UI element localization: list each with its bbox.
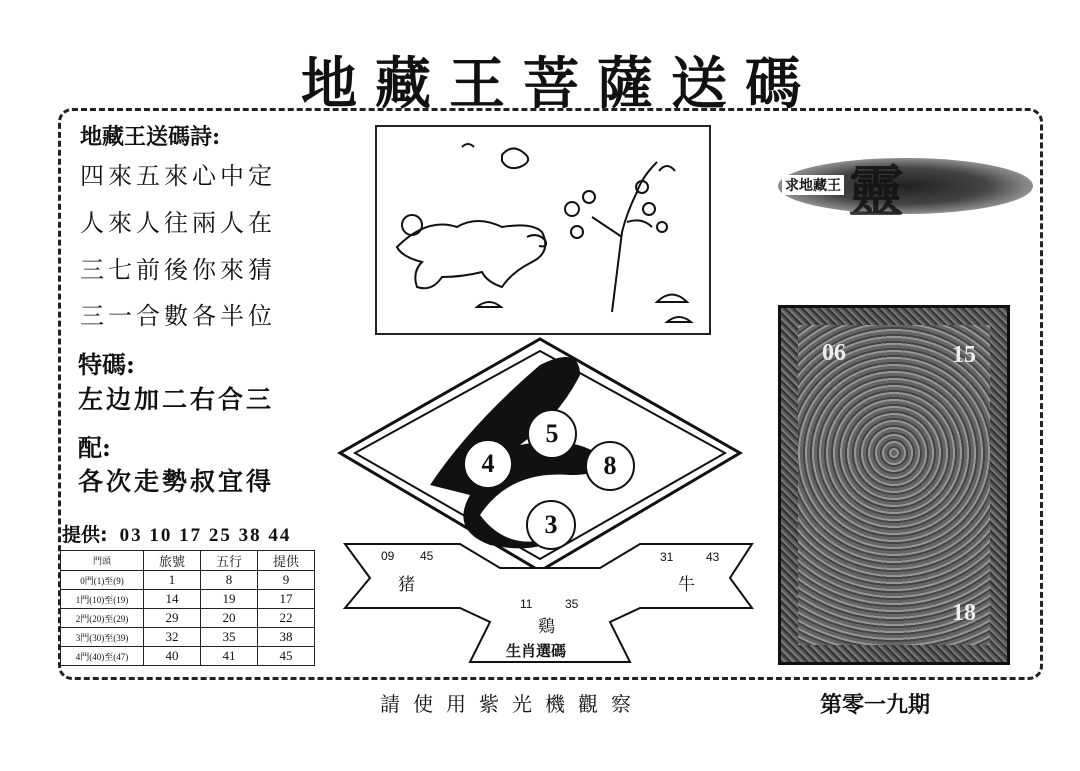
table-cell: 32 xyxy=(144,628,201,647)
deity-number: 06 xyxy=(822,340,846,366)
pei-value: 各次走勢叔宜得 xyxy=(78,467,275,496)
table-cell: 2門(20)至(29) xyxy=(61,609,144,628)
table-cell: 38 xyxy=(258,628,315,647)
table-header: 旅號 xyxy=(144,551,201,571)
deity-number: 18 xyxy=(952,600,976,626)
tema-label: 特碼: xyxy=(78,350,135,379)
banner-number: 11 xyxy=(520,597,533,611)
table-cell: 35 xyxy=(201,628,258,647)
period-label: 第零一九期 xyxy=(820,693,931,718)
badge-glyph: 靈 xyxy=(848,159,904,225)
table-row xyxy=(61,647,315,666)
number-table xyxy=(60,550,315,666)
table-header-row xyxy=(61,551,315,571)
number-circle: 4 xyxy=(463,439,513,489)
deer-blossom-illustration xyxy=(377,127,709,333)
table-cell: 4門(40)至(47) xyxy=(61,647,144,666)
bird-icon xyxy=(502,148,528,168)
banner-zodiac-rooster: 鷄 xyxy=(538,617,555,637)
illustration-panel xyxy=(375,125,711,335)
table-cell: 20 xyxy=(201,609,258,628)
table-cell: 8 xyxy=(201,571,258,590)
table-header: 提供 xyxy=(258,551,315,571)
table-cell: 0門(1)至(9) xyxy=(61,571,144,590)
table-header: 門頭 xyxy=(61,551,144,571)
banner-caption: 生肖選碼 xyxy=(506,642,567,660)
table-cell: 1 xyxy=(144,571,201,590)
badge-text: 求地藏王 xyxy=(782,175,844,195)
bird-icon xyxy=(659,166,675,171)
table-cell: 40 xyxy=(144,647,201,666)
table-cell: 17 xyxy=(258,590,315,609)
tema-value: 左边加二右合三 xyxy=(78,385,275,414)
provide-row xyxy=(62,520,291,547)
page-title: 地藏王菩薩送碼 xyxy=(301,51,819,117)
branch-icon xyxy=(612,162,657,312)
poem-line: 人來人往兩人在 xyxy=(80,209,276,237)
banner-number: 43 xyxy=(706,550,720,564)
poem-line: 三七前後你來猜 xyxy=(80,256,276,284)
table-row xyxy=(61,590,315,609)
table-header: 五行 xyxy=(201,551,258,571)
table-cell: 41 xyxy=(201,647,258,666)
banner-number: 45 xyxy=(420,549,434,563)
table-cell: 45 xyxy=(258,647,315,666)
deity-figure xyxy=(798,325,990,645)
banner-zodiac-ox: 牛 xyxy=(678,575,695,595)
table-cell: 3門(30)至(39) xyxy=(61,628,144,647)
banner-number: 31 xyxy=(660,550,674,564)
table-cell: 22 xyxy=(258,609,315,628)
number-circle: 8 xyxy=(585,441,635,491)
poem-line: 三一合數各半位 xyxy=(80,302,276,330)
table-cell: 19 xyxy=(201,590,258,609)
pei-label: 配: xyxy=(78,433,111,462)
number-circle: 3 xyxy=(526,500,576,550)
table-row xyxy=(61,609,315,628)
provide-label: 提供: xyxy=(62,524,108,546)
table-cell: 1門(10)至(19) xyxy=(61,590,144,609)
banner-number: 09 xyxy=(381,549,395,563)
deity-number: 15 xyxy=(952,342,976,368)
poem-line: 四來五來心中定 xyxy=(80,162,276,190)
table-row xyxy=(61,571,315,590)
banner-number: 35 xyxy=(565,597,579,611)
number-circle: 5 xyxy=(527,409,577,459)
table-cell: 9 xyxy=(258,571,315,590)
provide-numbers: 03 10 17 25 38 44 xyxy=(119,525,292,546)
poem-heading: 地藏王送碼詩: xyxy=(80,124,221,150)
table-cell: 29 xyxy=(144,609,201,628)
banner-zodiac-pig: 猪 xyxy=(398,575,415,595)
footer-note: 請使用紫光機觀察 xyxy=(380,692,644,716)
bird-icon xyxy=(462,144,474,147)
table-cell: 14 xyxy=(144,590,201,609)
table-row xyxy=(61,628,315,647)
